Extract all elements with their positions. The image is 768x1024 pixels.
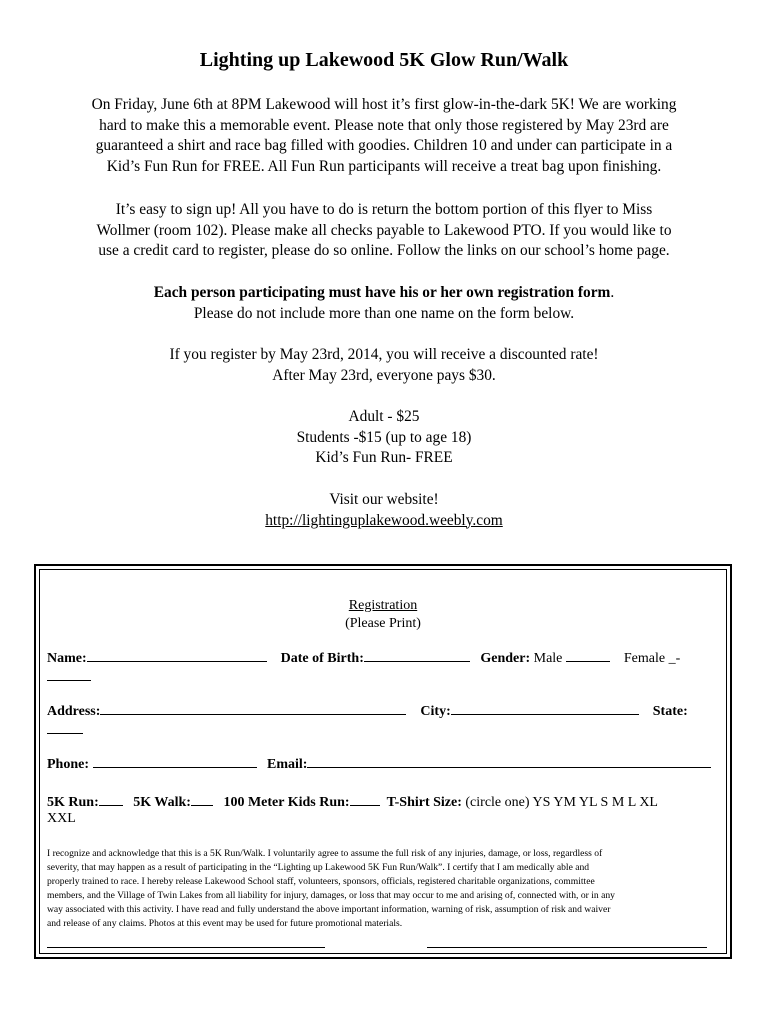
gender-label: Gender: [480,651,531,666]
tshirt-option-xxl[interactable]: XXL [47,811,76,826]
waiver-line: properly trained to race. I hereby release Lakewood School staff, volunteers, sponsors, officials, registered charitable organizations, committee [47,876,595,888]
gender-female-label: Female [623,651,666,666]
flyer-title: Lighting up Lakewood 5K Glow Run/Walk [199,49,569,71]
form-note-line2: Please do not include more than one name on the form below. [193,304,575,322]
intro-line: Kid’s Fun Run for FREE. All Fun Run participants will receive a treat bag upon finishing. [106,157,662,175]
address-row [47,701,716,721]
website-block [30,490,738,531]
tshirt-wrap-row [47,810,716,828]
registration-form [34,564,732,959]
discount-note [30,345,738,386]
gender-female-tail: _- [668,651,681,666]
form-note-line [30,283,738,304]
gender-male-label: Male [533,651,563,666]
signup-paragraph [30,200,738,262]
phone-row [47,754,716,774]
name-row [47,648,716,668]
website-link[interactable]: http://lightinguplakewood.weebly.com [265,511,503,529]
name-field[interactable] [87,648,267,662]
gender-female-wrap-row [47,667,716,687]
intro-line: hard to make this a memorable event. Please note that only those registered by May 23rd are [99,116,669,134]
dob-label: Date of Birth: [280,651,364,666]
walk-field[interactable] [191,792,213,806]
state-field[interactable] [47,720,83,734]
registration-inner-border [39,569,727,954]
signup-line: Wollmer (room 102). Please make all checks payable to Lakewood PTO. If you would like to [96,221,672,239]
registration-heading-block [40,597,726,633]
kids-run-field[interactable] [350,792,380,806]
discount-line: After May 23rd, everyone pays $30. [272,366,496,384]
signature-line-left[interactable] [47,947,325,948]
intro-paragraph [30,95,738,177]
gender-male-field[interactable] [566,648,610,662]
registration-heading: Registration [348,598,418,613]
dob-field[interactable] [364,648,470,662]
signature-line-right[interactable] [427,947,707,948]
phone-field[interactable] [93,754,257,768]
form-note-period: . [610,284,615,301]
state-label: State: [652,704,688,719]
address-label: Address: [47,704,101,719]
form-note-bold: Each person participating must have his or her own registration form [153,284,611,301]
intro-line: On Friday, June 6th at 8PM Lakewood will host it’s first glow-in-the-dark 5K! We are working [91,96,677,113]
registration-subheading: (Please Print) [345,616,421,631]
kids-run-label: 100 Meter Kids Run: [223,795,350,810]
walk-label: 5K Walk: [133,795,191,810]
signup-line: It’s easy to sign up! All you have to do is return the bottom portion of this flyer to Miss [115,201,653,218]
waiver-line: I recognize and acknowledge that this is a 5K Run/Walk. I voluntarily agree to assume the full risk of any injuries, damage, or loss, regardless of [47,848,603,859]
run-field[interactable] [99,792,123,806]
participation-row [47,792,716,812]
signup-line: use a credit card to register, please do so online. Follow the links on our school’s home page. [98,242,670,260]
price-kids: Kid’s Fun Run- FREE [315,449,453,467]
waiver-line: members, and the Village of Twin Lakes from all liability for injury, damages, or loss that may occur to me and arising of, connected with, or in any [47,890,615,902]
city-field[interactable] [451,701,639,715]
state-wrap-row [47,720,716,740]
visit-label: Visit our website! [329,491,439,508]
phone-label: Phone: [47,757,89,772]
tshirt-options[interactable]: (circle one) YS YM YL S M L XL [465,795,658,810]
price-list [30,407,738,469]
tshirt-label: T-Shirt Size: [386,795,462,810]
waiver-line: severity, that may happen as a result of participating in the “Lighting up Lakewood 5K Fun Run/Walk”. I certify that I am medically able and [47,862,590,874]
liability-waiver [47,847,716,932]
price-adult: Adult - $25 [348,408,420,425]
email-field[interactable] [307,754,711,768]
waiver-line: and release of any claims. Photos at this event may be used for future promotional materials. [47,918,403,930]
address-field[interactable] [100,701,406,715]
intro-line: guaranteed a shirt and race bag filled with goodies. Children 10 and under can participate in a [95,137,673,155]
gender-female-field[interactable] [47,667,91,681]
price-students: Students -$15 (up to age 18) [296,428,472,446]
name-label: Name: [47,651,87,666]
form-note [30,283,738,324]
discount-line: If you register by May 23rd, 2014, you will receive a discounted rate! [169,346,599,363]
city-label: City: [420,704,451,719]
waiver-line: way associated with this activity. I have read and fully understand the above important information, warning of risk, assumption of risk and waiver [47,904,611,916]
email-label: Email: [267,757,308,772]
run-label: 5K Run: [47,795,99,810]
